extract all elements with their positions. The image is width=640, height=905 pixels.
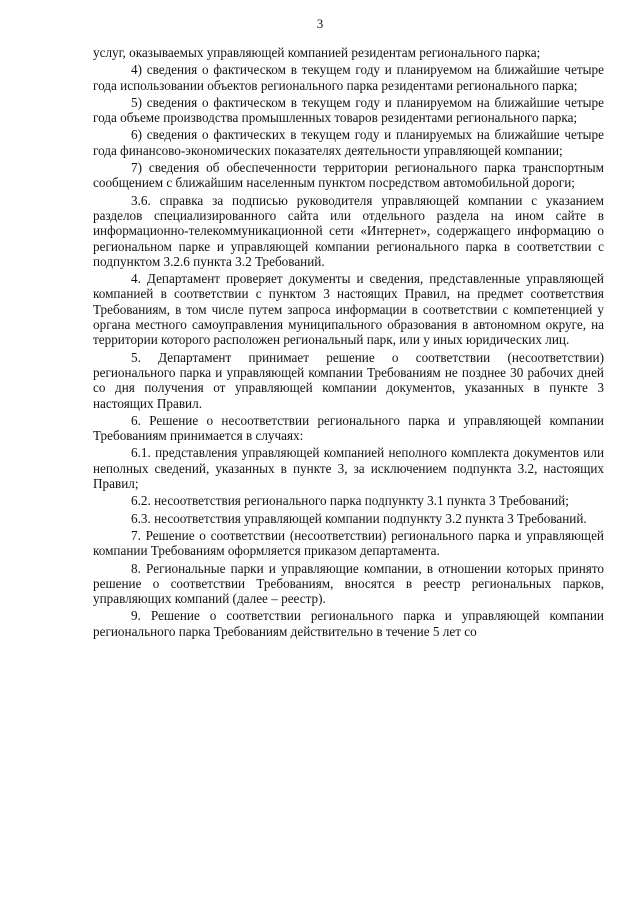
paragraph-item-5: 5) сведения о фактическом в текущем году и планируемом на ближайшие четыре года объеме производства промышленных товаров резидентами регионального парка;: [93, 94, 604, 126]
paragraph-9: 9. Решение о соответствии регионального парка и управляющей компании регионального парка Требованиям действительно в течение 5 лет со: [93, 608, 604, 639]
paragraph-6-3: 6.3. несоответствия управляющей компании подпункту 3.2 пункта 3 Требований.: [131, 510, 587, 526]
paragraph-6: 6. Решение о несоответствии регионального парка и управляющей компании Требованиям принимается в случаях:: [93, 412, 604, 444]
paragraph-6-1: 6.1. представления управляющей компанией неполного комплекта документов или неполных сведений, указанных в пункте 3, за исключением подпункта 3.2, настоящих Правил;: [93, 445, 604, 492]
paragraph-item-7: 7) сведения об обеспеченности территории регионального парка транспортным сообщением с ближайшим населенным пунктом посредством автомобильной дороги;: [93, 160, 604, 191]
paragraph-8: 8. Региональные парки и управляющие компании, в отношении которых принято решение о соответствии Требованиям, вносятся в реестр региональных парков, управляющих компаний (далее – реестр).: [93, 560, 604, 607]
paragraph-item-6: 6) сведения о фактических в текущем году и планируемых на ближайшие четыре года финансово-экономических показателях деятельности управляющей компании;: [93, 127, 604, 158]
document-body: [93, 45, 604, 639]
paragraph-5: 5. Департамент принимает решение о соответствии (несоответствии) регионального парка и управляющей компании Требованиям не позднее 30 рабочих дней со дня получения от управляющей компании документов, указанных в пункте 3 настоящих Правил.: [93, 349, 604, 411]
paragraph-6-2: 6.2. несоответствия регионального парка подпункту 3.1 пункта 3 Требований;: [131, 493, 569, 509]
page-number: 3: [316, 16, 324, 31]
paragraph-7: 7. Решение о соответствии (несоответствии) регионального парка и управляющей компании Требованиям оформляется приказом департамента.: [93, 527, 604, 559]
paragraph-3-6: 3.6. справка за подписью руководителя управляющей компании с указанием разделов специализированного сайта или отдельного раздела на ином сайте в информационно-телекоммуникационной сети «Интернет», содержащего информацию о региональном парке и управляющей компании регионального парка в соответствии с подпунктом 3.2.6 пункта 3.2 Требований.: [93, 192, 604, 269]
paragraph-continuation: услуг, оказываемых управляющей компанией резидентам регионального парка;: [93, 45, 541, 60]
paragraph-item-4: 4) сведения о фактическом в текущем году и планируемом на ближайшие четыре года использовании объектов регионального парка резидентами регионального парка;: [93, 62, 604, 93]
paragraph-4: 4. Департамент проверяет документы и сведения, представленные управляющей компанией в соответствии с пунктом 3 настоящих Правил, на предмет соответствия Требованиям, в том числе путем запроса информации в соответствии с компетенцией у органа местного самоуправления муниципального образования в автономном округе, на территории которого расположен региональный парк, или у иных юридических лиц.: [93, 271, 604, 348]
